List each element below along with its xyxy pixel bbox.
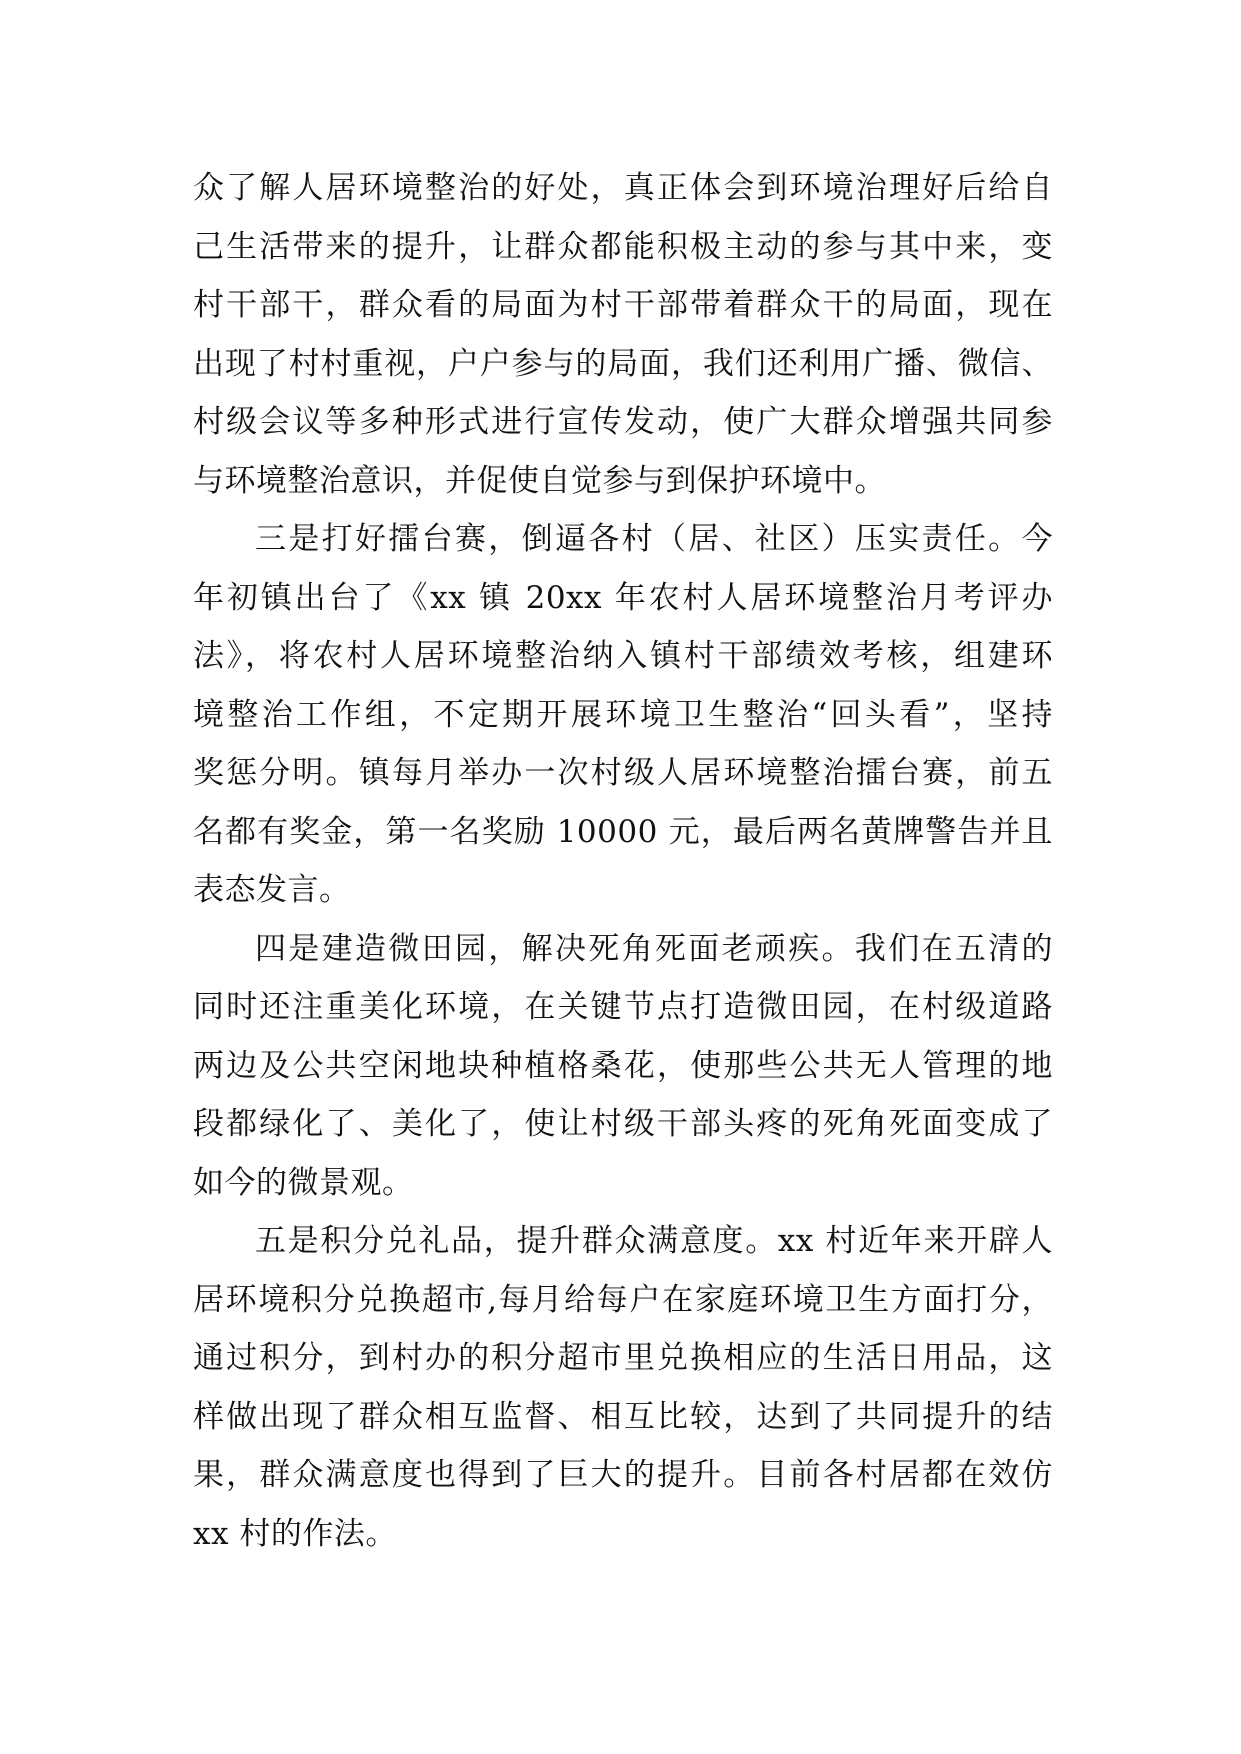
- text-line: 样做出现了群众相互监督、相互比较，达到了共同提升的结: [193, 1398, 1053, 1435]
- document-body: [193, 159, 1053, 1563]
- text-line: 年初镇出台了《xx 镇 20xx 年农村人居环境整治月考评办: [193, 579, 1053, 616]
- text-line: 两边及公共空闲地块种植格桑花，使那些公共无人管理的地: [193, 1047, 1053, 1084]
- text-line: 奖惩分明。镇每月举办一次村级人居环境整治擂台赛，前五: [193, 755, 1053, 791]
- text-line: 名都有奖金，第一名奖励 10000 元，最后两名黄牌警告并且: [193, 813, 1053, 850]
- text-line: 果，群众满意度也得到了巨大的提升。目前各村居都在效仿: [193, 1457, 1053, 1493]
- text-line: 同时还注重美化环境，在关键节点打造微田园，在村级道路: [193, 989, 1053, 1025]
- text-line: 表态发言。: [193, 872, 351, 908]
- text-line: 村干部干，群众看的局面为村干部带着群众干的局面，现在: [193, 287, 1053, 323]
- text-line: 居环境积分兑换超市,每月给每户在家庭环境卫生方面打分，: [193, 1281, 1053, 1318]
- paragraph-first-line: 三是打好擂台赛，倒逼各村（居、社区）压实责任。今: [255, 521, 1053, 557]
- text-line: 村级会议等多种形式进行宣传发动，使广大群众增强共同参: [193, 404, 1053, 440]
- text-line: 出现了村村重视，户户参与的局面，我们还利用广播、微信、: [193, 345, 1053, 382]
- text-line: 己生活带来的提升，让群众都能积极主动的参与其中来，变: [193, 228, 1053, 265]
- text-line: 与环境整治意识，并促使自觉参与到保护环境中。: [193, 462, 886, 499]
- text-line: 如今的微景观。: [193, 1164, 414, 1201]
- paragraph-first-line: 五是积分兑礼品，提升群众满意度。xx 村近年来开辟人: [255, 1223, 1053, 1259]
- paragraph-first-line: 四是建造微田园，解决死角死面老顽疾。我们在五清的: [255, 930, 1053, 967]
- text-line: 法》，将农村人居环境整治纳入镇村干部绩效考核，组建环: [193, 638, 1053, 674]
- text-line: 段都绿化了、美化了，使让村级干部头疼的死角死面变成了: [193, 1106, 1053, 1142]
- text-line: xx 村的作法。: [193, 1515, 397, 1552]
- text-line: 境整治工作组，不定期开展环境卫生整治“回头看”，坚持: [193, 696, 1053, 733]
- text-line: 众了解人居环境整治的好处，真正体会到环境治理好后给自: [193, 170, 1053, 206]
- text-line: 通过积分，到村办的积分超市里兑换相应的生活日用品，这: [193, 1340, 1053, 1376]
